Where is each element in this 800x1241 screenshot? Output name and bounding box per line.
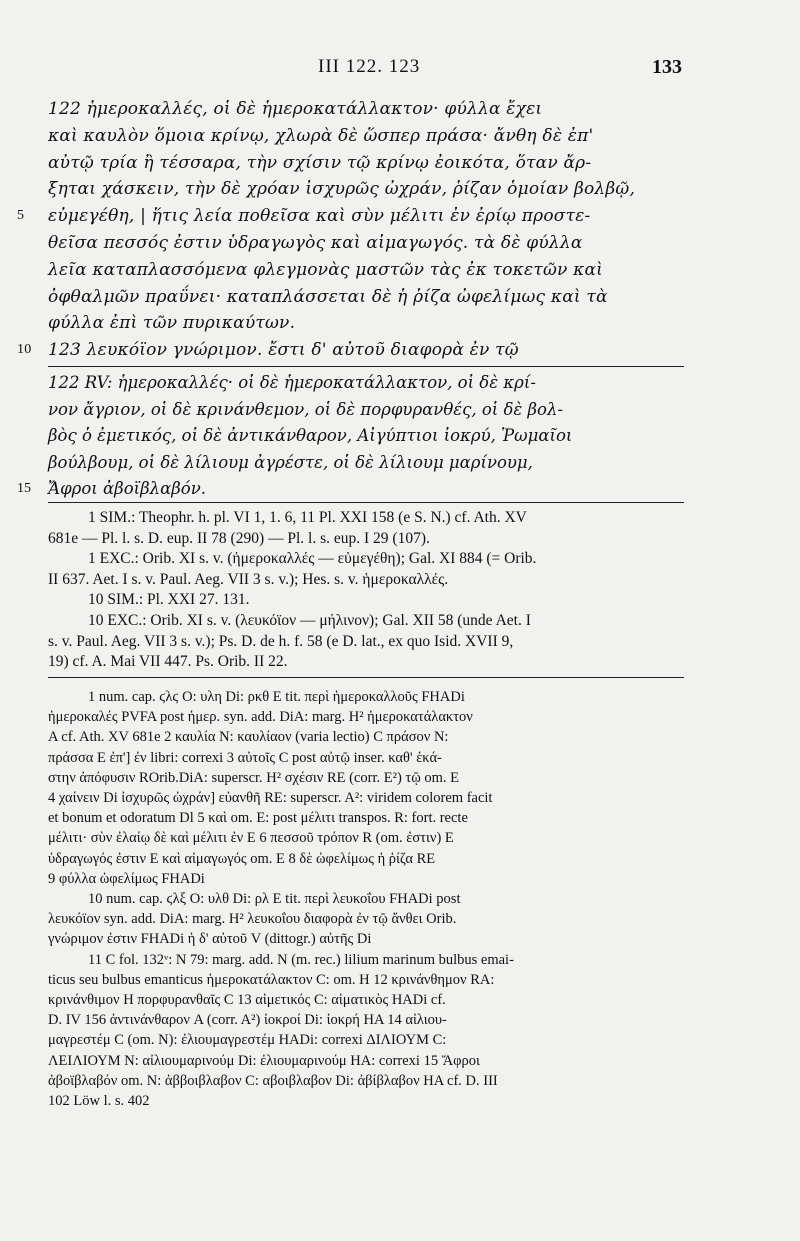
apparatus-line: 9 φύλλα ὠφελίμως FHADi: [48, 870, 205, 887]
line-number: 15: [17, 481, 31, 497]
line-number: 10: [17, 342, 32, 358]
apparatus-line: στην ἀπόφυσιν ROrib.DiA: superscr. H² σχέσιν RE (corr. E²) τῷ om. E: [48, 769, 460, 786]
variant-line: [17, 476, 684, 503]
main-line: [48, 257, 684, 284]
main-line: [48, 284, 684, 311]
source-line: II 637. Aet. I s. v. Paul. Aeg. VII 3 s. v.); Hes. s. v. ἡμεροκαλλές.: [48, 570, 449, 588]
apparatus-line: 10 num. cap. ϛλξ O: υλθ Di: ρλ E tit. περὶ λευκοΐου FHADi post: [88, 891, 461, 908]
apparatus-line: 4 χαίνειν Di ἰσχυρῶς ὠχράν] εὐανθῆ RE: superscr. A²: viridem colorem facit: [48, 790, 493, 807]
main-line: [17, 203, 684, 230]
page-number: 133: [652, 56, 682, 78]
apparatus-line: ΛΕΙΛΙΟΥΜ N: αἰλιουμαρινούμ Di: ἐλιουμαρινούμ HA: correxi 15 Ἄφροι: [48, 1052, 480, 1069]
apparatus-line: ἀβοϊβλαβόν om. N: ἀββοιβλαβον C: αβοιβλαβον Di: ἀβίβλαβον HA cf. D. III: [48, 1072, 498, 1089]
critical-apparatus: [48, 687, 684, 1111]
source-line: 19) cf. A. Mai VII 447. Ps. Orib. II 22.: [48, 653, 288, 671]
main-line-text: ὀφθαλμῶν πραΰνει· καταπλάσσεται δὲ ἡ ῥίζα ὠφελίμως καὶ τὰ: [48, 286, 608, 307]
main-line: [48, 150, 684, 177]
apparatus-line: ἡμεροκαλές PVFA post ἡμερ. syn. add. DiA: marg. H² ἡμεροκατάλακτον: [48, 709, 473, 726]
main-line-text: θεῖσα πεσσός ἐστιν ὑδραγωγὸς καὶ αἱμαγωγός. τὰ δὲ φύλλα: [48, 232, 583, 253]
variant-line: [48, 423, 684, 450]
line-number: 5: [17, 208, 25, 224]
main-line: [48, 96, 684, 123]
apparatus-line: A cf. Ath. XV 681e 2 καυλία N: καυλίαον (varia lectio) C πράσον N:: [48, 729, 449, 746]
variant-line-text: βὸς ὁ ἐμετικός, οἱ δὲ ἀντικάνθαρον, Αἰγύπτιοι ἰοκρύ, Ῥωμαῖοι: [48, 426, 573, 446]
source-line: 681e — Pl. l. s. D. eup. II 78 (290) — Pl. l. s. eup. I 29 (107).: [48, 529, 430, 547]
apparatus-line: et bonum et odoratum Dl 5 καὶ om. E: post μέλιτι transpos. R: fort. recte: [48, 810, 468, 827]
divider-rule: [48, 502, 684, 503]
main-line-text: 123 λευκόϊον γνώριμον. ἔστι δ' αὐτοῦ διαφορὰ ἐν τῷ: [48, 340, 519, 361]
source-line: 10 EXC.: Orib. XI s. v. (λευκόϊον — μήλινον); Gal. XII 58 (unde Aet. I: [88, 611, 531, 629]
main-line-text: ξηται χάσκειν, τὴν δὲ χρόαν ἰσχυρῶς ὠχράν, ῥίζαν ὁμοίαν βολβῷ,: [48, 179, 636, 200]
main-line: [48, 230, 684, 257]
main-line: [48, 176, 684, 203]
running-title: III 122. 123: [318, 56, 421, 77]
apparatus-line: μαγρεστέμ C (om. N): ἐλιουμαγρεστέμ HADi: correxi ΔΙΛΙΟΥΜ C:: [48, 1032, 447, 1049]
variant-line-text: νον ἄγριον, οἱ δὲ κρινάνθεμον, οἱ δὲ πορφυρανθές, οἱ δὲ βολ-: [48, 399, 564, 419]
main-line-text: εὐμεγέθη, | ἥτις λεία ποθεῖσα καὶ σὺν μέλιτι ἐν ἐρίῳ προστε-: [48, 206, 591, 227]
main-line: [48, 310, 684, 337]
variant-line-text: Ἄφροι ἀβοϊβλαβόν.: [48, 479, 206, 499]
apparatus-line: ticus seu bulbus emanticus ἡμεροκατάλακτον C: om. H 12 κρινάνθημον RA:: [48, 971, 495, 988]
main-line-text: λεῖα καταπλασσόμενα φλεγμονὰς μαστῶν τὰς ἐκ τοκετῶν καὶ: [48, 259, 604, 280]
variant-line-text: 122 RV: ἡμεροκαλλές· οἱ δὲ ἡμεροκατάλλακτον, οἱ δὲ κρί-: [48, 373, 536, 392]
main-line-text: φύλλα ἐπὶ τῶν πυρικαύτων.: [48, 313, 296, 334]
source-line: 10 SIM.: Pl. XXI 27. 131.: [88, 591, 250, 609]
apparatus-line: λευκόϊον syn. add. DiA: marg. H² λευκοΐου διαφορὰ ἐν τῷ ἄνθει Orib.: [48, 911, 457, 928]
running-header: [0, 52, 800, 82]
variant-line: [48, 450, 684, 477]
main-line-text: αὐτῷ τρία ἢ τέσσαρα, τὴν σχίσιν τῷ κρίνῳ ἐοικότα, ὅταν ἄρ-: [48, 152, 592, 173]
main-line-text: 122 ἡμεροκαλλές, οἱ δὲ ἡμεροκατάλλακτον· φύλλα ἔχει: [48, 99, 543, 119]
divider-rule: [48, 677, 684, 678]
apparatus-line: κρινάνθιμον H πορφυρανθαῖς C 13 αἱμετικός C: αἱματικὸς HADi cf.: [48, 992, 446, 1009]
variant-line-text: βούλβουμ, οἱ δὲ λίλιουμ ἀγρέστε, οἱ δὲ λίλιουμ μαρίνουμ,: [48, 452, 533, 472]
main-text: [17, 96, 684, 364]
source-line: s. v. Paul. Aeg. VII 3 s. v.); Ps. D. de h. f. 58 (e D. lat., ex quo Isid. XVII 9,: [48, 632, 514, 650]
main-line: [48, 123, 684, 150]
apparatus-line: ὑδραγωγός ἐστιν E καὶ αἱμαγωγός om. E 8 δὲ ὠφελίμως ἡ ῥίζα RE: [48, 850, 436, 867]
divider-rule: [48, 366, 684, 367]
variant-line: [48, 397, 684, 424]
apparatus-line: 11 C fol. 132ᵛ: N 79: marg. add. N (m. rec.) lilium marinum bulbus emai-: [88, 951, 514, 968]
apparatus-line: γνώριμον ἐστιν FHADi ἡ δ' αὐτοῦ V (dittogr.) αὐτῆς Di: [48, 931, 372, 948]
apparatus-line: 102 Löw l. s. 402: [48, 1093, 150, 1110]
apparatus-line: 1 num. cap. ϛλϛ O: υλη Di: ρκθ E tit. περὶ ἡμεροκαλλοῦς FHADi: [88, 689, 465, 705]
variant-line: [48, 370, 684, 397]
apparatus-line: D. IV 156 ἀντινάνθαρον A (corr. A²) ἰοκροί Di: ἰοκρή HA 14 αἰλιου-: [48, 1012, 447, 1029]
apparatus-line: μέλιτι· σὺν ἐλαίῳ δὲ καὶ μέλιτι ἐν E 6 πεσσοῦ τρόπον R (om. ἐστιν) E: [48, 830, 454, 847]
main-line-text: καὶ καυλὸν ὅμοια κρίνῳ, χλωρὰ δὲ ὥσπερ πράσα· ἄνθη δὲ ἐπ': [48, 125, 594, 146]
source-line: 1 EXC.: Orib. XI s. v. (ἡμεροκαλλές — εὐμεγέθη); Gal. XI 884 (= Orib.: [88, 550, 537, 568]
sources-block: [48, 508, 684, 673]
apparatus-line: πράσσα E ἐπ'] ἐν libri: correxi 3 αὐτοῖς C post αὐτῷ inser. καθ' ἑκά-: [48, 749, 442, 766]
source-line: 1 SIM.: Theophr. h. pl. VI 1, 1. 6, 11 Pl. XXI 158 (e S. N.) cf. Ath. XV: [88, 509, 527, 526]
variant-text: [17, 370, 684, 503]
main-line: [17, 337, 684, 364]
